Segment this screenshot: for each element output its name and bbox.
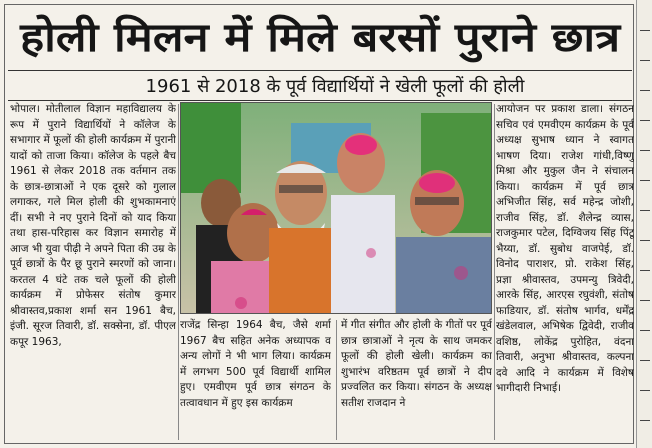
headline: होली मिलन में मिले बरसों पुराने छात्र bbox=[20, 15, 620, 61]
adjacent-page-edge bbox=[636, 0, 652, 448]
holi-group-photo bbox=[180, 102, 492, 314]
article-column-3: आयोजन पर प्रकाश डाला। संगठन सचिव एवं एमवीएम कार्यक्रम के पूर्व अध्यक्ष सुभाष ध्यान ने स्वागत भाषण दिया। राजेश गांधी,विष्णु मिश्रा और मुकुल जैन ने संचालन किया। कार्यक्रम में पूर्व छात्र अभिजीत सिंह, सर्व महेन्द्र जोशी, राजीव सिंह, डॉ. शैलेन्द्र व्यास, राजकुमार पटेल, दिग्विजय सिंह पिंटू भैय्या, डॉ. सुबोध वाजपेई, डॉ. विनोद पाराशर, प्रो. राकेश सिंह, प्रज्ञा श्रीवास्तव, उपमन्यु त्रिवेदी, आरके सिंह, आरएस रघुवंशी, संतोष फाडियार, डॉ. संतोष भार्गव, धर्मेंद्र खंडेलवाल, अभिषेक द्विवेदी, राजीव वशिष्ठ, लोकेंद्र पुरोहित, वंदना तिवारी, अनुभा श्रीवास्तव, कल्पना दवे आदि ने कार्यक्रम में विशेष भागीदारी निभाई। bbox=[496, 103, 634, 394]
subheadline: 1961 से 2018 के पूर्व विद्यार्थियों ने खेली फूलों की होली bbox=[145, 76, 525, 97]
column-divider bbox=[178, 104, 179, 440]
column-divider bbox=[336, 320, 337, 440]
article-column-2a: राजेंद्र सिन्हा 1964 बैच, जैसे शर्मा 1967 बैच सहित अनेक अध्यापक व अन्य लोगों ने भी भाग लिया। कार्यक्रम में लगभग 500 पूर्व विद्यार्थी शामिल हुए। एमवीएम पूर्व छात्र संगठन के तत्वावधान में हुए इस कार्यक्रम bbox=[180, 319, 331, 409]
subheadline-rule bbox=[8, 100, 632, 101]
article-column-1: भोपाल। मोतीलाल विज्ञान महाविद्यालय के रूप में पुराने विद्यार्थियों ने कॉलेज के सभागार में फूलों की होली कार्यक्रम में पुरानी यादों को ताजा किया। कॉलेज के पहले बैच 1961 से लेकर 2018 तक वर्तमान तक के छात्र-छात्राओं ने एक दूसरे को गुलाल लगाकर, गले मिल होली की शुभकामनाएं दीं। सभी ने नए पुराने दिनों को याद किया तथा हास-परिहास कर विज्ञान समारोह में आज भी युवा पीढ़ी ने अपने पिता की उम्र के पूर्व छात्रों के पैर छू पुराने स्मरणों को जाना। करतल 4 घंटे तक चले फूलों की होली कार्यक्रम में प्रोफेसर संतोष कुमार श्रीवास्तव,प्रकाश शर्मा सन 1961 बैच, इंजी. सूरज तिवारी, डॉ. सक्सेना, डॉ. पीएल कपूर 1963, bbox=[10, 103, 176, 348]
article-column-2b: में गीत संगीत और होली के गीतों पर पूर्व छात्र छात्राओं ने नृत्य के साथ जमकर फूलों की होली खेली। कार्यक्रम का शुभारंभ वरिष्ठतम पूर्व छात्रों ने दीप प्रज्वलित कर किया। संगठन के अध्यक्ष सतीश राजदान ने bbox=[341, 319, 492, 409]
column-divider bbox=[494, 104, 495, 440]
headline-rule bbox=[8, 70, 632, 71]
